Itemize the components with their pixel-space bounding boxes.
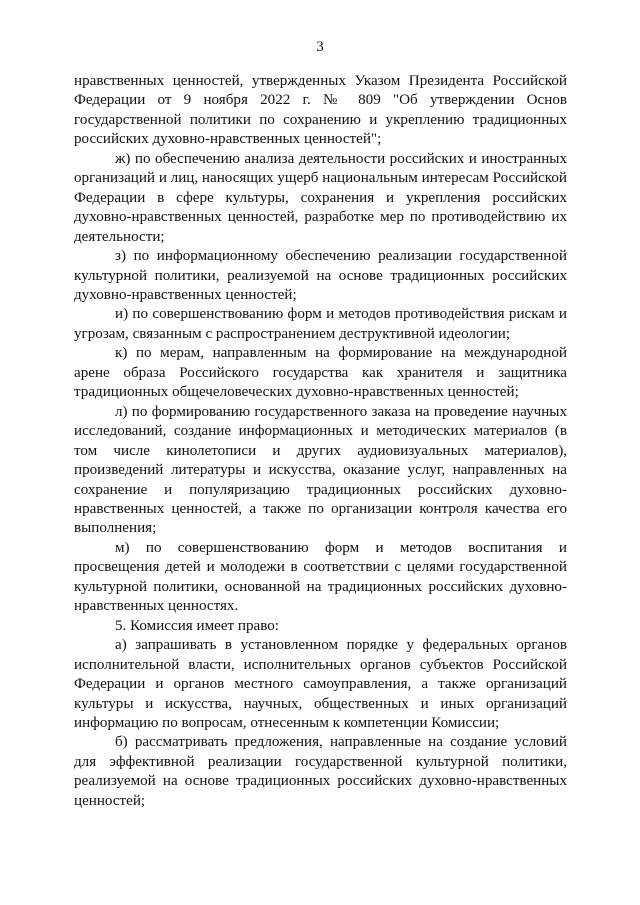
- paragraph-item-k: к) по мерам, направленным на формирование на международной арене образа Российского государства как хранителя и защитника традиционных общечеловеческих духовно-нравственных ценностей;: [74, 345, 567, 401]
- section-heading-5: 5. Комиссия имеет право:: [115, 617, 279, 634]
- paragraph-item-b: б) рассматривать предложения, направленные на создание условий для эффективной реализации государственной культурной политики, реализуемой на основе традиционных российских духовно-нравственных ценностей;: [74, 734, 567, 809]
- document-body: [74, 72, 567, 811]
- paragraph-item-a: а) запрашивать в установленном порядке у федеральных органов исполнительной власти, исполнительных органов субъектов Российской Федерации и органов местного самоуправления, а также организаций культуры и искусства, научных, общественных и иных организаций информацию по вопросам, отнесенным к компетенции Комиссии;: [74, 637, 567, 731]
- paragraph-item-m: м) по совершенствованию форм и методов воспитания и просвещения детей и молодежи в соответствии с целями государственной культурной политики, основанной на традиционных российских духовно-нравственных ценностях.: [74, 539, 567, 615]
- paragraph-item-l: л) по формированию государственного заказа на проведение научных исследований, создание информационных и методических материалов (в том числе кинолетописи и других аудиовизуальных материалов), произведений литературы и искусства, оказание услуг, направленных на сохранение и популяризацию традиционных российских духовно-нравственных ценностей, а также по организации контроля качества его выполнения;: [74, 403, 567, 537]
- paragraph-item-i: и) по совершенствованию форм и методов противодействия рискам и угрозам, связанным с распространением деструктивной идеологии;: [74, 306, 567, 342]
- paragraph-continuation: нравственных ценностей, утвержденных Указом Президента Российской Федерации от 9 ноября 2022 г. № 809 "Об утверждении Основ государственной политики по сохранению и укреплению традиционных российских духовно-нравственных ценностей";: [74, 73, 567, 148]
- paragraph-item-z: з) по информационному обеспечению реализации государственной культурной политики, реализуемой на основе традиционных российских духовно-нравственных ценностей;: [74, 248, 567, 303]
- page-number: 3: [316, 39, 324, 55]
- paragraph-item-zh: ж) по обеспечению анализа деятельности российских и иностранных организаций и лиц, наносящих ущерб национальным интересам Российской Федерации в сфере культуры, сохранения и укрепления российских духовно-нравственных ценностей, разработке мер по противодействию их деятельности;: [74, 150, 567, 245]
